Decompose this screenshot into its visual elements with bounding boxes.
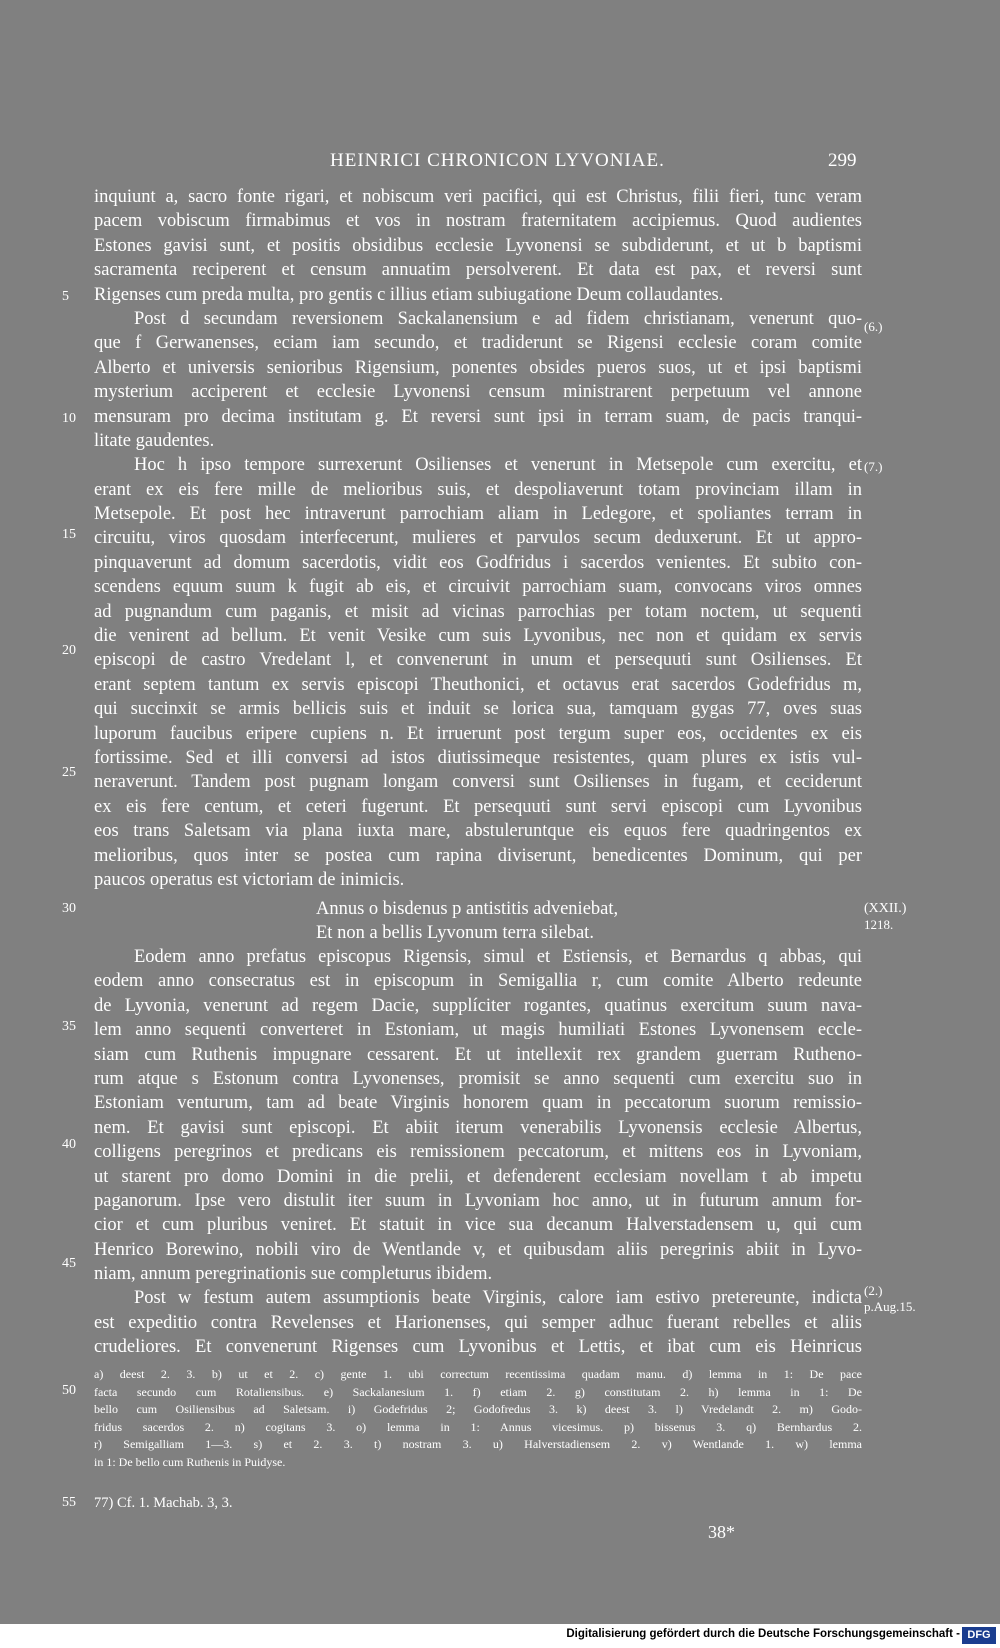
text-line: colligens peregrinos et predicans eis remissionem peccatorum, et mittens eos in Lyvoniam, [94, 1142, 862, 1163]
text-line: ad pugnandum cum paganis, et misit ad vicinas parrochias per totam noctem, ut sequenti [94, 601, 862, 622]
footnote-line: bello cum Osiliensibus ad Saletsam. i) Godefridus 2; Godofredus 3. k) deest 3. l) Vredelandt 2. m) Godo- [94, 1402, 862, 1416]
text-line: luporum faucibus eripere cupiens n. Et irruerunt post tergum super eos, occidentes ex eis [94, 723, 862, 744]
line-number: 35 [62, 1019, 76, 1034]
line-number: 30 [62, 901, 76, 916]
dfg-logo: DFG [962, 1627, 996, 1644]
line-number: 50 [62, 1383, 76, 1398]
text-line: episcopi de castro Vredelant l, et convenerunt in unum et persequuti sunt Osilienses. Et [94, 650, 862, 671]
text-line: erant ex eis fere mille de melioribus suis, et despoliaverunt totam provinciam illam in [94, 479, 862, 500]
line-number: 10 [62, 411, 76, 426]
margin-note-year: 1218. [864, 917, 894, 932]
text-line: eos trans Saletsam via plana iuxta mare, abstuleruntque eis equos fere quadringentos ex [94, 821, 862, 842]
margin-note-section-7: (7.) [864, 459, 883, 474]
footnote-line: a) deest 2. 3. b) ut et 2. c) gente 1. ubi correctum recentissima quadam manu. d) lemma in 1: De pace [94, 1367, 862, 1381]
text-line: Alberto et universis senioribus Rigensium, ponentes obsides pueros suos, ut et ipsi baptismi [94, 357, 862, 378]
text-line: erant septem tantum ex servis episcopi Theuthonici, et octavus erat sacerdos Godefridus m, [94, 674, 862, 695]
margin-note-section-6: (6.) [864, 319, 883, 334]
line-number: 40 [62, 1137, 76, 1152]
text-line: eodem anno consecratus est in episcopum in Semigallia r, cum comite Alberto redeunte [94, 971, 862, 992]
footnote-line: fridus sacerdos 2. n) cogitans 3. o) lemma in 1: Annus vicesimus. p) bissenus 3. q) Bernhardus 2. [94, 1419, 862, 1434]
text-line: paganorum. Ipse vero distulit iter suum in Lyvoniam hoc anno, ut in futurum annum for- [94, 1190, 862, 1211]
text-line: niam, annum peregrinationis sue completurus ibidem. [94, 1264, 493, 1285]
printer-signature: 38* [708, 1522, 735, 1542]
text-line: melioribus, quos inter se postea cum rapina diviserunt, benedicentes Dominum, qui per [94, 845, 862, 866]
text-line: fortissime. Sed et illi conversi ad istos diutissimeque resistentes, quam plures ex istis vul- [94, 747, 862, 768]
footnote-line: r) Semigalliam 1—3. s) et 2. 3. t) nostram 3. u) Halverstadiensem 2. v) Wentlande 1. w) lemma [94, 1437, 862, 1451]
text-line: ex eis fere centum, et ceteri fugerunt. Et persequuti sunt servi episcopi cum Lyvonibus [94, 796, 862, 817]
text-line: pacem vobiscum firmabimus et vos in nostram fraternitatem accipiemus. Quod audientes [94, 211, 862, 232]
text-line: litate gaudentes. [94, 430, 215, 451]
text-line: paucos operatus est victoriam de inimicis. [94, 869, 405, 890]
line-number: 55 [62, 1495, 76, 1510]
text-line: die venirent ad bellum. Et venit Vesike cum suis Lyvonibus, nec non et quidam ex servis [94, 626, 862, 647]
text-line: ut starent pro domo Domini in die prelii, et defenderent ecclesiam novellam t ab impetu [94, 1166, 862, 1187]
margin-note-section-2: (2.) [864, 1283, 883, 1298]
text-line: inquiunt a, sacro fonte rigari, et nobiscum veri pacifici, qui est Christus, filii fieri, tunc veram [94, 187, 862, 207]
text-line: que f Gerwanenses, eciam iam secundo, et tradiderunt se Rigensi ecclesie coram comite [94, 333, 862, 354]
text-line: sacramenta reciperent et censum annuatim persolverent. Et data est pax, et reversi sunt [94, 260, 862, 281]
text-line: crudeliores. Et convenerunt Rigenses cum Lyvonibus et Lettis, et ibat cum eis Heinricus [94, 1337, 862, 1358]
text-line: scendens equum suum k fugit ab eis, et circuivit parrochiam suam, convocans viros omnes [94, 577, 862, 598]
footnotes [94, 1366, 862, 1471]
text-line: pinquaverunt ad domum sacerdotis, vidit eos Godfridus i sacerdos venientes. Et subito con- [94, 552, 862, 573]
text-line: lem anno sequenti converteret in Estoniam, ut magis humiliati Estones Lyvonensem eccle- [94, 1020, 862, 1041]
text-line: Henrico Borewino, nobili viro de Wentlande v, et quibusdam aliis peregrinis abiit in Lyvo- [94, 1239, 862, 1260]
text-line: Rigenses cum preda multa, pro gentis c illius etiam subiugatione Deum collaudantes. [94, 284, 724, 305]
line-number: 25 [62, 765, 76, 780]
text-line: cior et cum pluribus veniret. Et statuit in vice sua decanum Halverstadensem u, qui cum [94, 1215, 862, 1236]
page-number: 299 [828, 150, 857, 171]
margin-note-chapter: (XXII.) [864, 901, 907, 916]
footnote-line: in 1: De bello cum Ruthenis in Puidyse. [94, 1454, 286, 1469]
text-line: Estones gavisi sunt, et positis obsidibus ecclesie Lyvonensi se subdiderunt, et ut b baptismi [94, 235, 862, 256]
text-line: Eodem anno prefatus episcopus Rigensis, simul et Estiensis, et Bernardus q abbas, qui [134, 947, 862, 967]
margin-note-date: p.Aug.15. [864, 1299, 916, 1314]
verse-line-2: Et non a bellis Lyvonum terra silebat. [316, 923, 594, 943]
text-line: Post d secundam reversionem Sackalanensium e ad fidem christianam, venerunt quo- [134, 308, 862, 329]
credit-text: Digitalisierung gefördert durch die Deutsche Forschungsgemeinschaft - [566, 1628, 960, 1640]
text-line: circuitu, viros quosdam interfecerunt, mulieres et parvulos secum deduxerunt. Et ut appro- [94, 528, 862, 549]
text-line: rum atque s Estonum contra Lyvonenses, promisit se anno sequenti cum exercitu suo in [94, 1068, 862, 1089]
text-line: Metsepole. Et post hec intraverunt parrochiam aliam in Ledegore, et spoliantes terram in [94, 504, 862, 525]
footnote-line: facta secundo cum Rotaliensibus. e) Sackalanesium 1. f) etiam 2. g) constitutam 2. h) lemma in 1: De [94, 1384, 862, 1399]
text-line: Estoniam venturum, tam ad beate Virginis honorem quam in peccatorum suorum remissio- [94, 1093, 862, 1114]
text-line: Hoc h ipso tempore surrexerunt Osilienses et venerunt in Metsepole cum exercitu, et [134, 455, 862, 476]
text-line: est expeditio contra Revelenses et Harionenses, qui semper adhuc fuerant rebelles et aliis [94, 1312, 862, 1333]
commentary-note: 77) Cf. 1. Machab. 3, 3. [94, 1495, 233, 1511]
section-2-text [94, 945, 862, 1360]
text-line: de Lyvonia, venerunt ad regem Dacie, supplíciter rogantes, quatinus exercitum suum nava- [94, 995, 862, 1016]
text-line: mensuram pro decima institutam g. Et reversi sunt ipsi in terram suam, de pacis tranqui- [94, 406, 862, 427]
digitization-credit-bar [0, 1624, 1000, 1648]
text-line: Post w festum autem assumptionis beate Virginis, calore iam estivo pretereunte, indicta [134, 1288, 862, 1309]
line-number: 45 [62, 1256, 76, 1271]
text-line: nem. Et gavisi sunt episcopi. Et abiit iterum venerabilis Lyvonensis ecclesie Albertus, [94, 1117, 862, 1138]
section-1-text [94, 185, 862, 892]
line-number: 15 [62, 527, 76, 542]
text-line: qui succinxit se armis bellicis suis et induit se lorica sua, tamquam gygas 77, oves suas [94, 699, 862, 720]
text-line: mysterium acciperent et ecclesie Lyvonensi censum ministrarent perpetuum vel annone [94, 382, 862, 403]
line-number: 5 [62, 289, 69, 304]
running-header-title: HEINRICI CHRONICON LYVONIAE. [330, 150, 665, 171]
text-line: siam cum Ruthenis impugnare cessarent. Et ut intellexit rex grandem guerram Rutheno- [94, 1044, 862, 1065]
text-line: neraverunt. Tandem post pugnam longam conversi sunt Osilienses in fugam, et ceciderunt [94, 772, 862, 793]
verse-line-1: Annus o bisdenus p antistitis adveniebat, [316, 899, 619, 919]
line-number: 20 [62, 643, 76, 658]
